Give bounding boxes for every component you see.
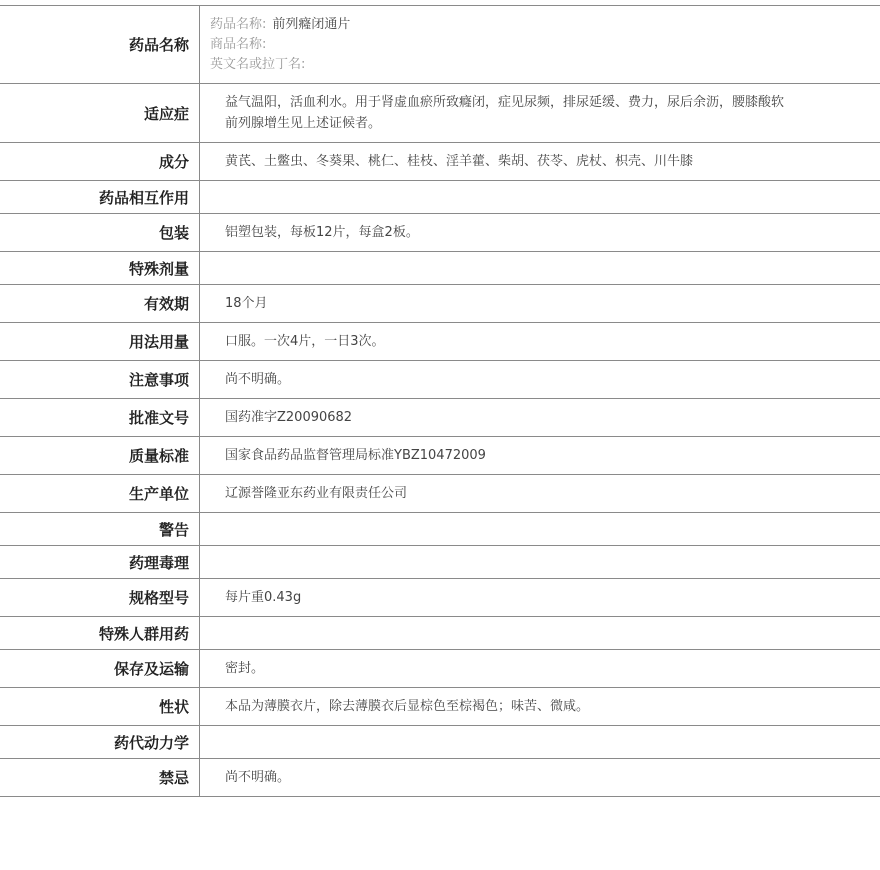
info-row-manufacturer	[0, 475, 880, 513]
info-row-contraindications	[0, 759, 880, 797]
info-row-shelf-life	[0, 285, 880, 323]
row-value: 辽源誉隆亚东药业有限责任公司	[225, 486, 408, 501]
row-value	[200, 181, 880, 213]
row-value: 国家食品药品监督管理局标准YBZ10472009	[225, 448, 486, 463]
row-label: 适应症	[0, 84, 200, 142]
row-label: 有效期	[0, 285, 200, 322]
info-row-description	[0, 688, 880, 726]
info-row-storage	[0, 650, 880, 688]
generic-name-value: 前列癃闭通片	[272, 17, 351, 32]
info-row-indications	[0, 84, 880, 143]
row-label: 生产单位	[0, 475, 200, 512]
row-label: 用法用量	[0, 323, 200, 360]
english-name-line	[210, 55, 870, 75]
row-label: 成分	[0, 143, 200, 180]
info-row-quality-standard	[0, 437, 880, 475]
row-value	[200, 84, 880, 142]
row-label: 规格型号	[0, 579, 200, 616]
drug-name-cell	[200, 6, 880, 83]
drug-name-label: 药品名称	[0, 6, 200, 83]
row-label: 保存及运输	[0, 650, 200, 687]
row-value: 每片重0.43g	[225, 590, 302, 605]
info-row-special-populations	[0, 617, 880, 650]
info-row-interactions	[0, 181, 880, 214]
row-value	[200, 513, 880, 545]
row-value: 黄芪、土鳖虫、冬葵果、桃仁、桂枝、淫羊藿、柴胡、茯苓、虎杖、枳壳、川牛膝	[225, 154, 694, 169]
row-value	[200, 617, 880, 649]
info-row-approval-number	[0, 399, 880, 437]
row-value: 本品为薄膜衣片，除去薄膜衣后显棕色至棕褐色；味苦、微咸。	[225, 699, 590, 714]
row-label: 特殊剂量	[0, 252, 200, 284]
row-value: 国药准字Z20090682	[225, 410, 353, 425]
english-name-key: 英文名或拉丁名:	[210, 57, 306, 72]
info-row-packaging	[0, 214, 880, 252]
info-row-precautions	[0, 361, 880, 399]
row-value	[200, 726, 880, 758]
row-label: 包装	[0, 214, 200, 251]
row-label: 警告	[0, 513, 200, 545]
generic-name-line	[210, 15, 870, 35]
row-value: 18个月	[225, 296, 268, 311]
row-value: 尚不明确。	[225, 770, 291, 785]
drug-name-row	[0, 6, 880, 84]
row-value-text: 益气温阳，活血利水。用于肾虚血瘀所致癃闭，症见尿频，排尿延缓、费力，尿后余沥，腰膝酸软前列腺增生见上述证候者。	[225, 95, 785, 131]
row-value: 尚不明确。	[225, 372, 291, 387]
row-label: 注意事项	[0, 361, 200, 398]
info-row-pharmacokinetics	[0, 726, 880, 759]
info-row-dosage	[0, 323, 880, 361]
row-value: 铝塑包装，每板12片，每盒2板。	[225, 225, 419, 240]
row-value: 口服。一次4片，一日3次。	[225, 334, 385, 349]
info-row-warning	[0, 513, 880, 546]
row-label: 批准文号	[0, 399, 200, 436]
info-row-ingredients	[0, 143, 880, 181]
row-label: 禁忌	[0, 759, 200, 796]
info-row-specification	[0, 579, 880, 617]
generic-name-key: 药品名称:	[210, 17, 267, 32]
trade-name-line	[210, 35, 870, 55]
row-value: 密封。	[225, 661, 265, 676]
info-row-special-dosage	[0, 252, 880, 285]
row-label: 性状	[0, 688, 200, 725]
trade-name-key: 商品名称:	[210, 37, 267, 52]
row-label: 质量标准	[0, 437, 200, 474]
row-label: 药理毒理	[0, 546, 200, 578]
row-value	[200, 546, 880, 578]
drug-info-table	[0, 5, 880, 797]
info-row-pharmacology	[0, 546, 880, 579]
row-label: 药品相互作用	[0, 181, 200, 213]
row-label: 药代动力学	[0, 726, 200, 758]
row-value	[200, 252, 880, 284]
row-label: 特殊人群用药	[0, 617, 200, 649]
